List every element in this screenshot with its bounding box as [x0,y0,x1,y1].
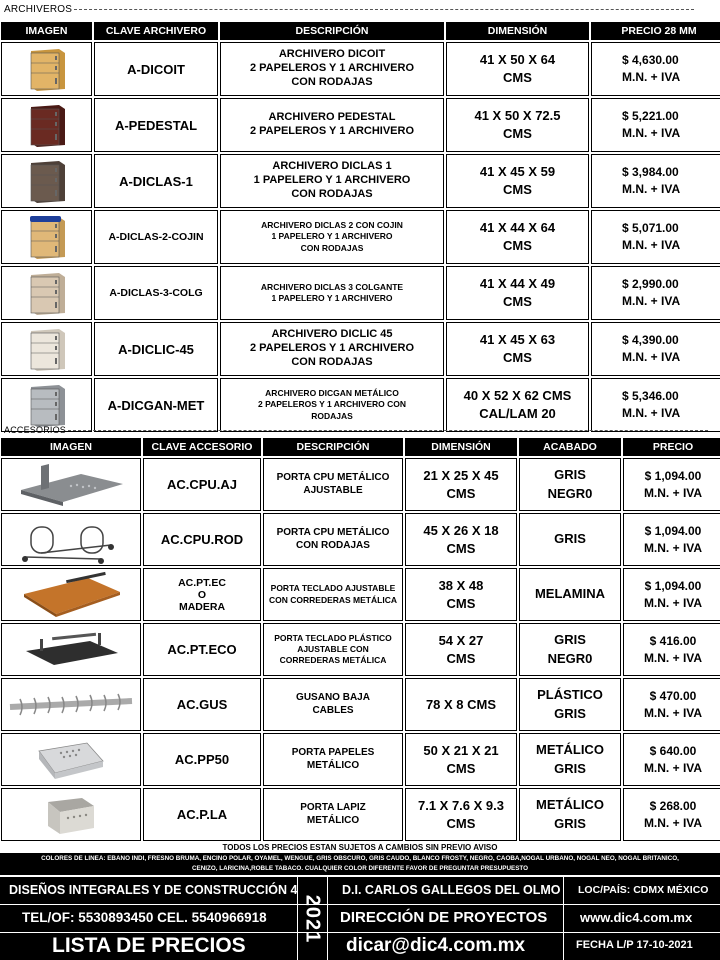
accessory-code [143,458,261,511]
text-line: $ 2,990.00 [622,277,679,292]
text-line: CMS [446,650,476,666]
text-line: CON RODAJAS [300,242,364,253]
text-line: AC.CPU.ROD [160,532,244,547]
text-line: CAL/LAM 20 [479,406,556,421]
text-line: CMS [503,350,532,365]
accessory-price [623,733,720,786]
accessory-image [1,568,141,621]
text-line: $ 3,984.00 [622,165,679,180]
text-line: CMS [446,760,476,776]
product-code: A-DICLAS-2-COJIN [94,210,218,264]
text-line: M.N. + IVA [622,126,681,140]
accessory-finish [519,623,621,676]
text-line: PORTA LAPIZ [300,802,366,813]
archivero-blanco-icon [25,325,69,373]
text-line: CMS [503,294,532,309]
accessory-price [623,678,720,731]
product-code: A-DICGAN-MET [94,378,218,432]
text-line: METÁLICO [536,742,604,758]
archivero-cojin-azul-icon [25,213,69,261]
accessory-description [263,788,403,841]
accessory-dimension [405,678,517,731]
accessory-description [263,458,403,511]
accessory-dimension [405,568,517,621]
text-line: MADERA [178,600,226,613]
accessory-image [1,788,141,841]
product-price [591,98,720,152]
text-line: CMS [503,126,532,141]
text-line: M.N. + IVA [622,294,681,308]
text-line: 41 X 50 X 72.5 [474,108,561,124]
text-line: M.N. + IVA [622,406,681,420]
product-code: A-DICOIT [94,42,218,96]
colors-line-1: COLORES DE LINEA: EBANO INDI, FRESNO BRUMA, ENCINO POLAR, OYAMEL, WENGUE, GRIS OBSCURO, GRIS CAUDO, BLANCO FROSTY, NEGRO, CAOBA,NOGAL URBANO, NOGAL NEO, NOGAL BRITANICO, [41,855,679,862]
text-line: CMS [446,815,476,831]
text-line: 40 X 52 X 62 CMS [463,388,572,404]
product-price [591,42,720,96]
product-dimension [446,266,589,320]
text-line: M.N. + IVA [643,650,703,665]
company-name: DISEÑOS INTEGRALES Y DE CONSTRUCCIÓN 4 [9,883,298,897]
accessory-dimension [405,733,517,786]
text-line: $ 1,094.00 [644,468,702,483]
text-line: MELAMINA [534,586,606,602]
product-code: A-DICLAS-1 [94,154,218,208]
accessory-finish [519,458,621,511]
phone-numbers: TEL/OF: 5530893450 CEL. 5540966918 [22,910,267,925]
text-line: CMS [503,70,532,85]
column-header: DIMENSIÓN [405,438,517,456]
text-line: 50 X 21 X 21 [423,742,499,758]
text-line: AJUSTABLE [303,484,363,496]
column-header: DIMENSIÓN [446,22,589,40]
text-line: GRIS [554,815,586,831]
porta-cpu-ajustable-icon [11,460,131,510]
accesorios-section-label: ACCESORIOS [4,425,718,435]
text-line: PORTA CPU METÁLICO [276,472,390,483]
porta-cpu-rodajas-icon [11,515,131,565]
product-price [591,322,720,376]
text-line: 1 PAPELERO Y 1 ARCHIVERO [271,231,393,242]
archiveros-table [0,20,720,434]
text-line: METÁLICO [306,814,360,826]
accessory-code [143,568,261,621]
porta-lapiz-icon [36,792,106,838]
accessory-description [263,678,403,731]
text-line: $ 416.00 [649,633,697,648]
text-line: GRIS [554,632,586,648]
product-image [1,322,92,376]
table-row [1,568,720,621]
text-line: PORTA TECLADO PLÁSTICO [274,632,392,643]
accessory-description [263,733,403,786]
text-line: $ 4,390.00 [622,333,679,348]
accessory-finish [519,568,621,621]
text-line: CORREDERAS METÁLICA [279,655,387,666]
contact-footer [0,877,720,960]
text-line: PORTA PAPELES [291,747,375,758]
table-row [1,788,720,841]
text-line: CMS [446,485,476,501]
archiveros-section-label: ARCHIVEROS [4,4,718,15]
accessory-description [263,623,403,676]
text-line: M.N. + IVA [643,815,703,830]
product-price [591,266,720,320]
text-line: AC.P.LA [176,807,228,822]
archivero-wengue-icon [25,157,69,205]
product-image [1,98,92,152]
year-label: 2021 [301,894,324,943]
text-line: 21 X 25 X 45 [423,467,499,483]
product-dimension [446,322,589,376]
product-description [220,42,444,96]
text-line: PORTA CPU METÁLICO [276,527,390,538]
table-row [1,513,720,566]
product-image [1,154,92,208]
text-line: CABLES [312,704,354,716]
archivero-caoba-icon [25,101,69,149]
text-line: 2 PAPELEROS Y 1 ARCHIVERO [249,125,415,137]
text-line: AC.PT.ECO [167,642,237,657]
text-line: ARCHIVERO PEDESTAL [268,111,396,124]
text-line: M.N. + IVA [643,595,703,610]
product-image [1,266,92,320]
text-line: GRIS [554,705,586,721]
table-row [1,98,720,152]
text-line: 41 X 45 X 59 [479,164,556,180]
accessory-code [143,513,261,566]
text-line: 45 X 26 X 18 [423,522,499,538]
text-line: $ 5,221.00 [622,109,679,124]
text-line: CON RODAJAS [296,539,370,551]
accessory-image [1,458,141,511]
accessory-price [623,788,720,841]
product-description [220,210,444,264]
accessory-price [623,458,720,511]
text-line: NEGR0 [547,485,593,501]
text-line: 1 PAPELERO Y 1 ARCHIVERO [271,293,393,303]
text-line: M.N. + IVA [622,350,681,364]
line-colors [0,853,720,875]
text-line: $ 640.00 [649,743,697,758]
text-line: 41 X 44 X 64 [479,220,556,236]
text-line: AC.CPU.AJ [166,477,238,492]
porta-teclado-plastico-icon [16,625,126,675]
table-row [1,42,720,96]
product-dimension [446,98,589,152]
text-line: M.N. + IVA [643,705,703,720]
product-price [591,378,720,432]
porta-papeles-icon [31,737,111,783]
text-line: METÁLICO [306,759,360,771]
text-line: ARCHIVERO DICOIT [278,48,386,61]
text-line: 2 PAPELEROS Y 1 ARCHIVERO CON [258,399,406,410]
product-price [591,210,720,264]
text-line: 41 X 45 X 63 [479,332,556,348]
product-price [591,154,720,208]
text-line: ARCHIVERO DICLAS 3 COLGANTE [260,281,404,292]
text-line: M.N. + IVA [622,238,681,252]
product-dimension [446,154,589,208]
text-line: O [197,588,207,601]
product-image [1,378,92,432]
column-header: CLAVE ACCESORIO [143,438,261,456]
product-code: A-DICLAS-3-COLG [94,266,218,320]
price-notice: TODOS LOS PRECIOS ESTAN SUJETOS A CAMBIOS SIN PREVIO AVISO [222,843,498,852]
text-line: GUSANO BAJA [296,692,370,703]
product-dimension [446,378,589,432]
text-line: $ 268.00 [649,798,697,813]
table-row [1,458,720,511]
product-description [220,98,444,152]
text-line: CON CORREDERAS METÁLICA [269,594,397,605]
product-dimension [446,210,589,264]
text-line: ARCHIVERO DICLAS 2 CON COJIN [261,220,403,231]
column-header: IMAGEN [1,438,141,456]
product-description [220,378,444,432]
accessory-dimension [405,513,517,566]
text-line: 41 X 44 X 49 [479,276,556,292]
colors-line-2: CENIZO, LARICINA,ROBLE TABACO. CUALQUIER COLOR DIFERENTE FAVOR DE PREGUNTAR PRESUPUESTO [191,865,529,872]
text-line: CMS [503,238,532,253]
product-image [1,210,92,264]
column-header: IMAGEN [1,22,92,40]
accessory-image [1,733,141,786]
product-code: A-DICLIC-45 [94,322,218,376]
text-line: M.N. + IVA [622,182,681,196]
table-row [1,378,720,432]
list-date: FECHA L/P 17-10-2021 [576,939,693,951]
table-row [1,678,720,731]
text-line: PLÁSTICO [537,687,603,703]
column-header: PRECIO 28 MM [591,22,720,40]
accessory-price [623,623,720,676]
text-line: $ 1,094.00 [644,578,702,593]
text-line: 78 X 8 CMS [425,696,497,712]
text-line: 41 X 50 X 64 [479,52,556,68]
location: LOC/PAÍS: CDMX MÉXICO [578,884,709,896]
text-line: 54 X 27 [438,632,484,648]
accessory-description [263,513,403,566]
text-line: $ 4,630.00 [622,53,679,68]
accesorios-table [0,436,720,843]
archivero-madera-claro-icon [25,45,69,93]
text-line: $ 1,094.00 [644,523,702,538]
text-line: PORTA TECLADO AJUSTABLE [270,583,396,594]
accessory-image [1,623,141,676]
text-line: METÁLICO [536,797,604,813]
table-row [1,623,720,676]
text-line: M.N. + IVA [643,540,703,555]
text-line: CMS [446,540,476,556]
column-header: PRECIO [623,438,720,456]
accessory-dimension [405,458,517,511]
department: DIRECCIÓN DE PROYECTOS [340,909,548,926]
email-link[interactable]: dicar@dic4.com.mx [346,935,526,956]
accessory-code [143,733,261,786]
text-line: 2 PAPELEROS Y 1 ARCHIVERO [249,62,415,75]
text-line: CON RODAJAS [291,355,373,368]
text-line: M.N. + IVA [643,485,703,500]
text-line: GRIS [554,760,586,776]
archivero-metalico-icon [25,381,69,429]
accessory-code [143,678,261,731]
text-line: 7.1 X 7.6 X 9.3 [417,797,504,813]
table-row [1,154,720,208]
product-code: A-PEDESTAL [94,98,218,152]
text-line: ARCHIVERO DICGAN METÁLICO [265,388,399,399]
text-line: $ 470.00 [649,688,697,703]
text-line: CMS [446,595,476,611]
product-image [1,42,92,96]
text-line: $ 5,071.00 [622,221,679,236]
accessory-dimension [405,788,517,841]
text-line: 2 PAPELEROS Y 1 ARCHIVERO [249,342,415,355]
archivero-colgante-icon [25,269,69,317]
text-line: AC.GUS [176,697,228,712]
text-line: $ 5,346.00 [622,389,679,404]
product-description [220,266,444,320]
accessory-code [143,623,261,676]
accessory-finish [519,513,621,566]
list-title: LISTA DE PRECIOS [52,934,246,957]
text-line: 1 PAPELERO Y 1 ARCHIVERO [253,174,411,187]
accessory-finish [519,733,621,786]
text-line: RODAJAS [311,410,353,421]
website-link[interactable]: www.dic4.com.mx [580,910,693,925]
text-line: GRIS [554,531,586,547]
column-header: DESCRIPCIÓN [220,22,444,40]
table-row [1,210,720,264]
table-row [1,266,720,320]
text-line: 38 X 48 [438,577,484,593]
accessory-dimension [405,623,517,676]
text-line: AJUSTABLE CON [297,643,369,654]
text-line: AC.PP50 [174,752,230,767]
text-line: GRIS [554,467,586,483]
text-line: M.N. + IVA [643,760,703,775]
text-line: AC.PT.EC [178,576,226,589]
accessory-finish [519,678,621,731]
director-name: D.I. CARLOS GALLEGOS DEL OLMO [342,883,561,897]
text-line: ARCHIVERO DICLIC 45 [271,328,393,341]
column-header: ACABADO [519,438,621,456]
text-line: CON RODAJAS [291,187,373,200]
accessory-finish [519,788,621,841]
product-description [220,322,444,376]
accessory-image [1,513,141,566]
table-row [1,322,720,376]
porta-teclado-madera-icon [16,570,126,620]
accessory-price [623,513,720,566]
text-line: NEGR0 [547,650,593,666]
accessory-image [1,678,141,731]
text-line: CON RODAJAS [291,75,373,88]
column-header: CLAVE ARCHIVERO [94,22,218,40]
accessory-description [263,568,403,621]
text-line: CMS [503,182,532,197]
accessory-code [143,788,261,841]
column-header: DESCRIPCIÓN [263,438,403,456]
gusano-cables-icon [6,685,136,725]
product-dimension [446,42,589,96]
accessory-price [623,568,720,621]
table-row [1,733,720,786]
product-description [220,154,444,208]
text-line: ARCHIVERO DICLAS 1 [272,160,392,173]
text-line: M.N. + IVA [622,70,681,84]
